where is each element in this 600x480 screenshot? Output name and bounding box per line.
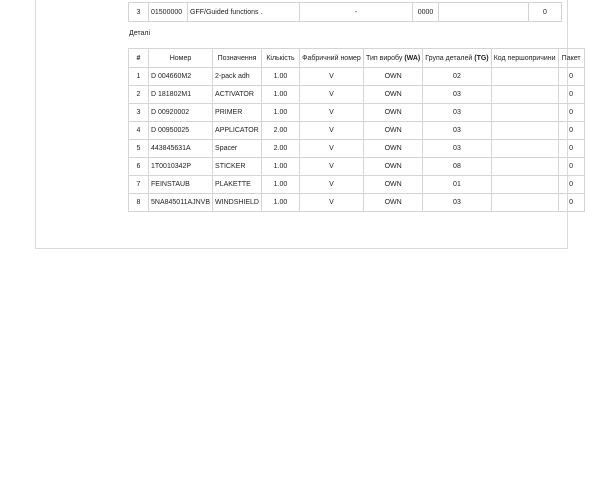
cell-package: 0 — [558, 194, 584, 212]
cell-part-group: 03 — [423, 86, 491, 104]
table-row — [129, 194, 585, 212]
cell-val: 0000 — [413, 3, 439, 22]
cell-number: D 004660M2 — [149, 68, 213, 86]
cell-number: 1T0010342P — [149, 158, 213, 176]
cell-package: 0 — [558, 86, 584, 104]
cell-product-type: OWN — [363, 194, 422, 212]
table-header-row — [129, 49, 585, 68]
cell-product-type: OWN — [363, 140, 422, 158]
cell-quantity: 1.00 — [261, 86, 299, 104]
cell-num: 4 — [129, 122, 149, 140]
cell-empty — [439, 3, 529, 22]
cell-part-group: 02 — [423, 68, 491, 86]
cell-number: D 00920002 — [149, 104, 213, 122]
cell-part-group: 03 — [423, 104, 491, 122]
cell-factory-number: V — [299, 104, 363, 122]
cell-last: 0 — [529, 3, 562, 22]
cell-package: 0 — [558, 68, 584, 86]
cell-package: 0 — [558, 140, 584, 158]
cell-designation: APPLICATOR — [213, 122, 262, 140]
col-package: Пакет — [558, 49, 584, 68]
table-row — [129, 122, 585, 140]
cell-package: 0 — [558, 104, 584, 122]
cell-factory-number: V — [299, 68, 363, 86]
cell-part-group: 03 — [423, 140, 491, 158]
cell-part-group: 08 — [423, 158, 491, 176]
cell-part-group: 03 — [423, 122, 491, 140]
col-product-type: Тип виробу (WA) — [363, 49, 422, 68]
cell-num: 3 — [129, 104, 149, 122]
cell-designation: PRIMER — [213, 104, 262, 122]
cell-number: 5NA845011AJNVB — [149, 194, 213, 212]
cell-factory-number: V — [299, 122, 363, 140]
cell-product-type: OWN — [363, 176, 422, 194]
section-label-details: Деталі — [129, 30, 151, 37]
cell-product-type: OWN — [363, 104, 422, 122]
col-number: Номер — [149, 49, 213, 68]
cell-designation: 2-pack adh — [213, 68, 262, 86]
details-table — [128, 48, 585, 212]
cell-product-type: OWN — [363, 86, 422, 104]
col-factory-number: Фабричний номер — [299, 49, 363, 68]
cell-num: 7 — [129, 176, 149, 194]
table-row — [129, 3, 562, 22]
col-designation: Позначення — [213, 49, 262, 68]
cell-package: 0 — [558, 122, 584, 140]
cell-package: 0 — [558, 176, 584, 194]
cell-root-cause-code — [491, 194, 558, 212]
cell-package: 0 — [558, 158, 584, 176]
cell-quantity: 1.00 — [261, 104, 299, 122]
col-quantity: Кількість — [261, 49, 299, 68]
cell-num: 6 — [129, 158, 149, 176]
cell-quantity: 1.00 — [261, 176, 299, 194]
col-num: # — [129, 49, 149, 68]
cell-root-cause-code — [491, 68, 558, 86]
table-row — [129, 140, 585, 158]
cell-designation: Spacer — [213, 140, 262, 158]
table-row — [129, 86, 585, 104]
cell-factory-number: V — [299, 140, 363, 158]
col-part-group: Група деталей (TG) — [423, 49, 491, 68]
cell-num: 1 — [129, 68, 149, 86]
cell-quantity: 2.00 — [261, 122, 299, 140]
cell-product-type: OWN — [363, 68, 422, 86]
cell-quantity: 2.00 — [261, 140, 299, 158]
col-root-cause-code: Код першопричини — [491, 49, 558, 68]
cell-designation: STICKER — [213, 158, 262, 176]
cell-factory-number: V — [299, 194, 363, 212]
cell-designation: ACTIVATOR — [213, 86, 262, 104]
table-row — [129, 158, 585, 176]
cell-code: 01500000 — [149, 3, 188, 22]
cell-part-group: 03 — [423, 194, 491, 212]
cell-root-cause-code — [491, 158, 558, 176]
cell-product-type: OWN — [363, 158, 422, 176]
cell-root-cause-code — [491, 122, 558, 140]
cell-root-cause-code — [491, 140, 558, 158]
table-row — [129, 176, 585, 194]
table-row — [129, 68, 585, 86]
cell-root-cause-code — [491, 104, 558, 122]
cell-number: FEINSTAUB — [149, 176, 213, 194]
cell-product-type: OWN — [363, 122, 422, 140]
cell-quantity: 1.00 — [261, 194, 299, 212]
cell-quantity: 1.00 — [261, 68, 299, 86]
cell-number: D 181802M1 — [149, 86, 213, 104]
cell-designation: WINDSHIELD — [213, 194, 262, 212]
cell-num: 8 — [129, 194, 149, 212]
cell-designation: PLAKETTE — [213, 176, 262, 194]
cell-quantity: 1.00 — [261, 158, 299, 176]
cell-number: 443845631A — [149, 140, 213, 158]
cell-num: 5 — [129, 140, 149, 158]
cell-part-group: 01 — [423, 176, 491, 194]
table-row — [129, 104, 585, 122]
cell-desc: GFF/Guided functions . — [188, 3, 300, 22]
cell-root-cause-code — [491, 86, 558, 104]
cell-factory-number: V — [299, 176, 363, 194]
cell-num: 2 — [129, 86, 149, 104]
cell-factory-number: V — [299, 158, 363, 176]
cell-dash: - — [300, 3, 413, 22]
functions-table — [128, 2, 562, 22]
cell-number: D 00950025 — [149, 122, 213, 140]
cell-factory-number: V — [299, 86, 363, 104]
cell-root-cause-code — [491, 176, 558, 194]
cell-num: 3 — [129, 3, 149, 22]
